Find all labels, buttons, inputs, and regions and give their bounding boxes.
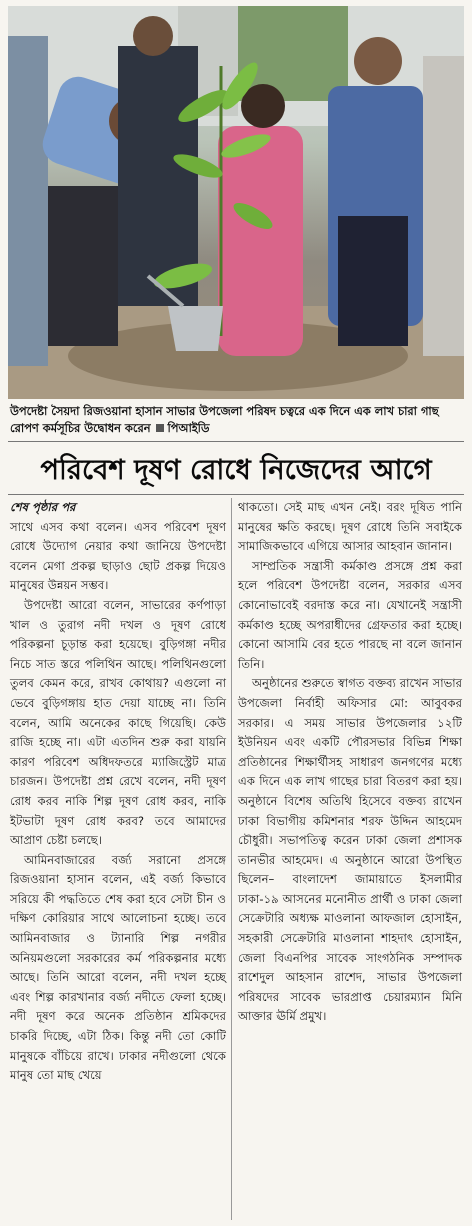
jump-label: শেষ পৃষ্ঠার পর: [10, 500, 76, 514]
paragraph: আমিনবাজারের বর্জ্য সরানো প্রসঙ্গে রিজওয়ানা হাসান বলেন, এই বর্জ্য কিভাবে সরিয়ে কী পদ্ধতিতে শেষ করা হবে সেটা চীন ও দক্ষিণ কোরিয়ার সাথে আলোচনা হচ্ছে। তবে আমিনবাজার ও ট্যানারি শিল্প নগরীর অনিয়মগুলো সরকারের কর্ম পরিকল্পনার মধ্যে আছে। তিনি আরো বলেন, নদী দখল হচ্ছে এবং শিল্প কারখানার বর্জ্য নদীতে ফেলা হচ্ছে। নদী দূষণ করে অনেক প্রতিষ্ঠান শ্রমিকদের চাকরি দিচ্ছে, এটা ঠিক। কিন্তু নদী তো কোটি মানুষকে বাঁচিয়ে রাখে। ঢাকার নদীগুলো থেকে মানুষ তো মাছ খেয়ে: [10, 852, 226, 1083]
photo-caption: [10, 403, 462, 437]
column-divider: [231, 498, 232, 1220]
caption-text: উপদেষ্টা সৈয়দা রিজওয়ানা হাসান সাভার উপজেলা পরিষদ চত্বরে এক দিনে এক লাখ চারা গাছ রোপণ কর্মসূচির উদ্বোধন করেন: [10, 404, 439, 435]
paragraph: অনুষ্ঠানের শুরুতে স্বাগত বক্তব্য রাখেন সাভার উপজেলা নির্বাহী অফিসার মো: আবুবকর সরকার। এ সময় সাভার উপজেলার ১২টি ইউনিয়ন এবং একটি পৌরসভার বিভিন্ন শিক্ষা প্রতিষ্ঠানের শিক্ষার্থীসহ সাধারণ জনগণের মধ্যে এক দিনে এক লাখ গাছের চারা বিতরণ করা হয়। অনুষ্ঠানে বিশেষ অতিথি হিসেবে বক্তব্য রাখেন ঢাকা বিভাগীয় কমিশনার শরফ উদ্দিন আহমেদ চৌধুরী। সভাপতিত্ব করেন ঢাকা জেলা প্রশাসক তানভীর আহমেদ। এ অনুষ্ঠানে আরো উপস্থিত ছিলেন– বাংলাদেশ জামায়াতে ইসলামীর ঢাকা-১৯ আসনের মনোনীত প্রার্থী ও ঢাকা জেলা সেক্রেটারি অধ্যক্ষ মাওলানা আফজাল হোসাইন, সহকারী সেক্রেটারি মাওলানা শাহদাৎ হোসাইন, জেলা বিএনপির সাবেক সাংগঠনিক সম্পাদক রাশেদুল আহসান রাশেদ, সাভার উপজেলা পরিষদের সাবেক ভারপ্রাপ্ত চেয়ারম্যান মিনি আক্তার ঊর্মি প্রমুখ।: [238, 676, 462, 1024]
divider: [8, 441, 464, 442]
photo-credit: পিআইডি: [167, 421, 210, 435]
paragraph: থাকতো। সেই মাছ এখন নেই। বরং দূষিত পানি মানুষের ক্ষতি করছে। দূষণ রোধে তিনি সবাইকে সামাজিকভাবে এগিয়ে আসার আহবান জানান।: [238, 500, 462, 554]
tree-planting-photo-icon: [8, 6, 464, 399]
paragraph: সাথে এসব কথা বলেন। এসব পরিবেশ দূষণ রোধে উদ্যোগ নেয়ার কথা জানিয়ে উপদেষ্টা বলেন মেগা প্রকল্প ছাড়াও ছোট প্রকল্প দিয়েও মানুষের উন্নয়ন সম্ভব।: [10, 519, 226, 593]
news-photo: [8, 6, 464, 399]
article-column-left: [10, 498, 226, 1086]
paragraph: উপদেষ্টা আরো বলেন, সাভারের কর্ণপাড়া খাল ও তুরাগ নদী দখল ও দূষণ রোধে পরিকল্পনা চূড়ান্ত করা হয়েছে। বুড়িগঙ্গা নদীর নিচে সাত স্তরে পলিথিন আছে। পলিথিনগুলো তুলব কেমন করে, রাখব কোথায়? এগুলো না ভেবে বুড়িগঙ্গায় হাত দেয়া যাচ্ছে না। তিনি বলেন, আমি অনেকের কাছে গিয়েছি। কেউ রাজি হচ্ছে না। এটা এতদিন শুরু করা যায়নি কারণ পরিবেশ অধিদফতরে ম্যাজিস্ট্রেট মাত্র চারজন। উপদেষ্টা প্রশ্ন রেখে বলেন, নদী দূষণ রোধ করব নাকি শিল্প দূষণ রোধ করব, নাকি ইটভাটা দূষণ রোধ করব? তবে আমাদের আপ্রাণ চেষ্টা চলছে।: [10, 597, 226, 848]
square-bullet-icon: [156, 424, 164, 432]
headline: পরিবেশ দূষণ রোধে নিজেদের আগে: [40, 454, 432, 486]
article-column-right: [238, 498, 462, 1027]
paragraph: সাম্প্রতিক সন্ত্রাসী কর্মকাণ্ড প্রসঙ্গে প্রশ্ন করা হলে পরিবেশ উপদেষ্টা বলেন, সরকার এসব কোনোভাবেই বরদাস্ত করে না। যেখানেই সন্ত্রাসী কর্মকাণ্ড হচ্ছে অপরাধীদের গ্রেফতার করা হচ্ছে। কোনো আসামি বের হতে পারছে না বলে জানান তিনি।: [238, 558, 462, 671]
divider: [8, 494, 464, 495]
